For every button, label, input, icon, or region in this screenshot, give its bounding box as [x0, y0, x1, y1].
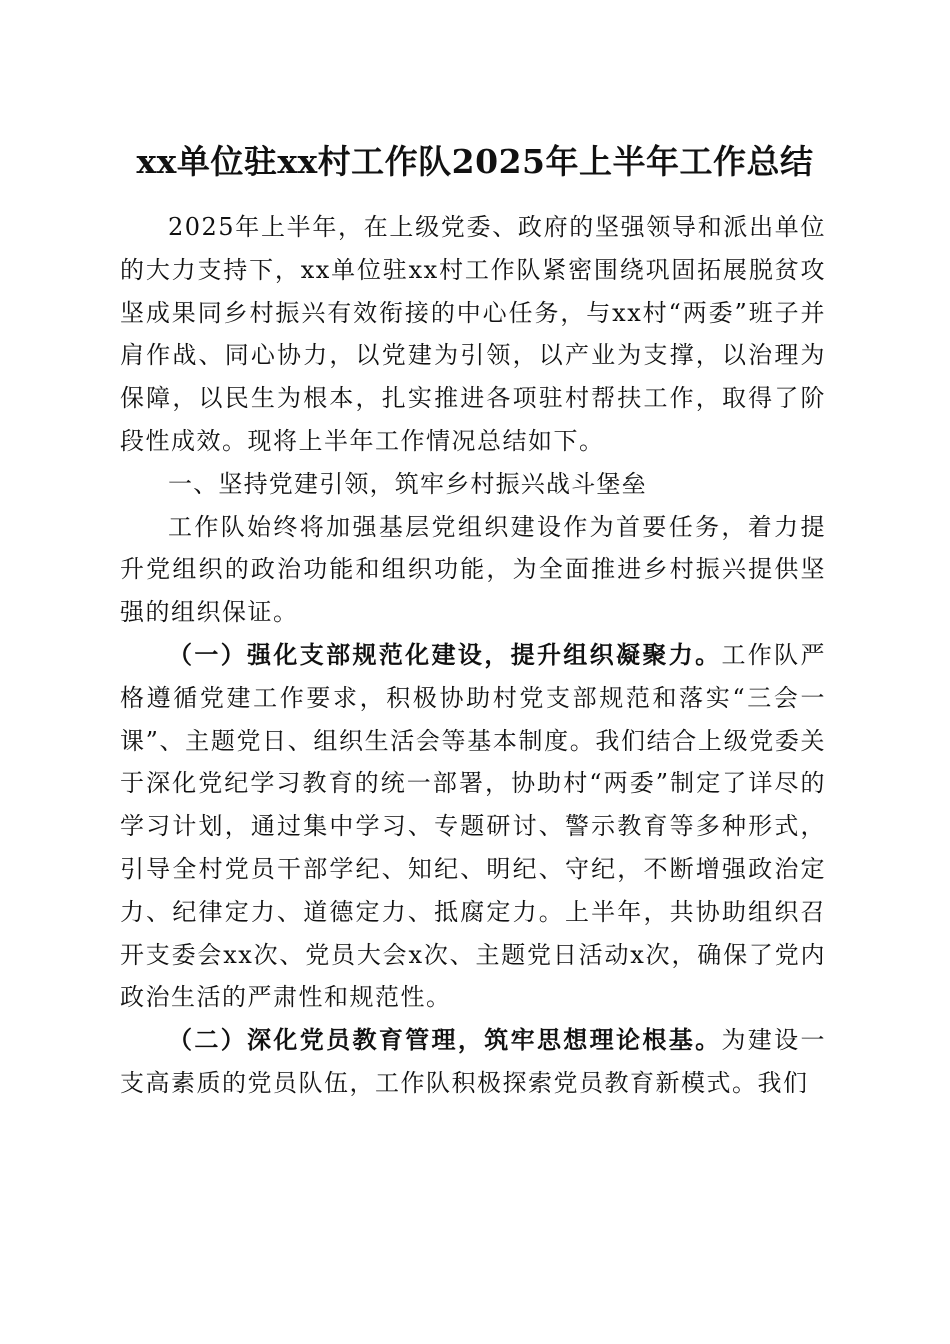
subsection-body-1: 工作队严格遵循党建工作要求，积极协助村党支部规范和落实“三会一课”、主题党日、组织生活会等基本制度。我们结合上级党委关于深化党纪学习教育的统一部署，协助村“两委”制定了详尽的学习计划，通过集中学习、专题研讨、警示教育等多种形式，引导全村党员干部学纪、知纪、明纪、守纪，不断增强政治定力、纪律定力、道德定力、抵腐定力。上半年，共协助组织召开支委会xx次、党员大会x次、主题党日活动x次，确保了党内政治生活的严肃性和规范性。 — [120, 640, 826, 1012]
section-overview-paragraph: 工作队始终将加强基层党组织建设作为首要任务，着力提升党组织的政治功能和组织功能，为全面推进乡村振兴提供坚强的组织保证。 — [120, 512, 826, 627]
subsection-lead-1: （一）强化支部规范化建设，提升组织凝聚力。 — [168, 639, 722, 669]
intro-paragraph: 2025年上半年，在上级党委、政府的坚强领导和派出单位的大力支持下，xx单位驻xx村工作队紧密围绕巩固拓展脱贫攻坚成果同乡村振兴有效衔接的中心任务，与xx村“两委”班子并肩作战、同心协力，以党建为引领，以产业为支撑，以治理为保障，以民生为根本，扎实推进各项驻村帮扶工作，取得了阶段性成效。现将上半年工作情况总结如下。 — [120, 213, 826, 455]
section-heading: 一、坚持党建引领，筑牢乡村振兴战斗堡垒 — [168, 469, 647, 498]
subsection-paragraph-1 — [120, 634, 826, 1019]
subsection-paragraph-2 — [120, 1019, 826, 1105]
subsection-lead-2: （二）深化党员教育管理，筑牢思想理论根基。 — [168, 1025, 722, 1055]
subsection-body-2: 为建设一支高素质的党员队伍，工作队积极探索党员教育新模式。我们 — [120, 1026, 826, 1097]
document-body — [120, 206, 826, 1105]
document-title: xx单位驻xx村工作队2025年上半年工作总结 — [136, 142, 814, 181]
